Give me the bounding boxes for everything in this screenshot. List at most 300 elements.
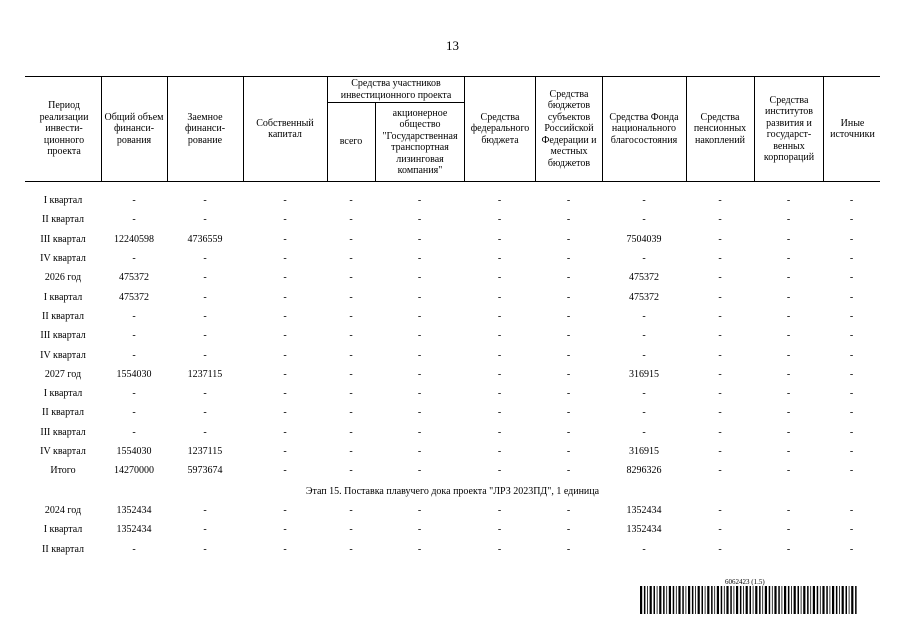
value-cell: -	[349, 505, 353, 517]
barcode-bar	[726, 586, 728, 614]
period-cell: II квартал	[42, 310, 84, 322]
value-cell: -	[718, 407, 722, 419]
barcode-bar	[686, 586, 687, 614]
value-cell: -	[566, 195, 571, 207]
value-cell: -	[283, 407, 287, 419]
barcode-bar	[698, 586, 700, 614]
value-cell: 7504039	[626, 233, 662, 245]
value-cell: 316915	[629, 446, 659, 458]
value-cell: -	[849, 446, 854, 458]
value-cell: 14270000	[114, 465, 154, 477]
value-cell: -	[566, 349, 571, 361]
header-loan: Заемное финанси-рование	[184, 111, 226, 146]
value-cell: -	[203, 426, 207, 438]
value-cell: -	[718, 253, 722, 265]
header-pension: Средства пенсионных накоплений	[693, 111, 747, 146]
value-cell: -	[497, 291, 502, 303]
value-cell: -	[283, 253, 287, 265]
barcode-bar	[663, 586, 665, 614]
value-cell: -	[417, 349, 422, 361]
barcode-bar	[702, 586, 704, 614]
value-cell: -	[417, 310, 422, 322]
table-row	[25, 288, 880, 307]
barcode-bar	[659, 586, 661, 614]
table-row	[25, 345, 880, 364]
value-cell: -	[497, 426, 502, 438]
value-cell: -	[349, 214, 353, 226]
value-cell: -	[283, 310, 287, 322]
table-row	[25, 249, 880, 268]
barcode-bar	[826, 586, 828, 614]
value-cell: -	[849, 543, 854, 555]
barcode-bar	[736, 586, 738, 614]
value-cell: 4736559	[187, 233, 223, 245]
barcode-bar	[798, 586, 800, 614]
barcode-bar	[759, 586, 761, 614]
value-cell: -	[642, 214, 646, 226]
value-cell: -	[786, 195, 791, 207]
value-cell: -	[786, 214, 791, 226]
barcode-bar	[724, 586, 725, 614]
value-cell: -	[786, 543, 791, 555]
value-cell: 8296326	[626, 465, 662, 477]
value-cell: -	[283, 233, 287, 245]
barcode-bar	[644, 586, 646, 614]
value-cell: -	[497, 195, 502, 207]
value-cell: -	[849, 214, 854, 226]
value-cell: -	[786, 388, 791, 400]
barcode-bar	[721, 586, 723, 614]
period-cell: 2026 год	[44, 272, 82, 284]
value-cell: -	[349, 446, 353, 458]
value-cell: -	[849, 465, 854, 477]
value-cell: -	[786, 368, 791, 380]
value-cell: -	[718, 446, 722, 458]
value-cell: -	[283, 446, 287, 458]
value-cell: -	[349, 543, 353, 555]
table-row	[25, 442, 880, 461]
barcode-bar	[678, 586, 680, 614]
period-cell: IV квартал	[40, 349, 86, 361]
value-cell: -	[203, 349, 207, 361]
col-divider	[167, 76, 168, 182]
value-cell: -	[349, 524, 353, 536]
value-cell: -	[417, 195, 422, 207]
value-cell: -	[849, 272, 854, 284]
value-cell: -	[849, 349, 854, 361]
barcode-bar	[784, 586, 786, 614]
value-cell: -	[349, 465, 353, 477]
value-cell: -	[497, 310, 502, 322]
value-cell: -	[417, 407, 422, 419]
value-cell: -	[132, 426, 136, 438]
barcode-bar	[650, 586, 652, 614]
period-cell: II квартал	[42, 543, 84, 555]
value-cell: 1237115	[187, 368, 223, 380]
value-cell: -	[718, 388, 722, 400]
value-cell: -	[203, 310, 207, 322]
barcode-bar	[830, 586, 831, 614]
value-cell: -	[283, 349, 287, 361]
col-divider	[535, 76, 536, 182]
period-cell: III квартал	[40, 426, 86, 438]
value-cell: -	[718, 543, 722, 555]
value-cell: -	[283, 524, 287, 536]
value-cell: -	[132, 388, 136, 400]
value-cell: -	[786, 524, 791, 536]
period-cell: IV квартал	[40, 446, 86, 458]
table-row	[25, 461, 880, 480]
barcode-bar	[842, 586, 844, 614]
value-cell: -	[566, 446, 571, 458]
value-cell: -	[718, 426, 722, 438]
value-cell: 475372	[119, 291, 149, 303]
value-cell: -	[566, 310, 571, 322]
col-divider	[823, 76, 824, 182]
value-cell: -	[566, 407, 571, 419]
header-equity: Собственный капитал	[256, 117, 314, 140]
barcode-bar	[762, 586, 763, 614]
barcode-bar	[750, 586, 752, 614]
value-cell: 475372	[629, 291, 659, 303]
value-cell: -	[718, 272, 722, 284]
value-cell: -	[417, 388, 422, 400]
value-cell: -	[786, 272, 791, 284]
table-row	[25, 520, 880, 539]
value-cell: -	[283, 426, 287, 438]
value-cell: -	[497, 505, 502, 517]
value-cell: -	[786, 446, 791, 458]
value-cell: -	[497, 407, 502, 419]
barcode-bar	[807, 586, 809, 614]
barcode-bar	[711, 586, 713, 614]
value-cell: -	[566, 388, 571, 400]
value-cell: -	[203, 195, 207, 207]
value-cell: -	[642, 407, 646, 419]
value-cell: -	[786, 407, 791, 419]
value-cell: -	[497, 368, 502, 380]
value-cell: -	[849, 310, 854, 322]
value-cell: -	[566, 368, 571, 380]
value-cell: -	[283, 214, 287, 226]
barcode-bar	[657, 586, 658, 614]
value-cell: -	[566, 233, 571, 245]
barcode-bar	[832, 586, 834, 614]
value-cell: -	[786, 426, 791, 438]
value-cell: -	[786, 330, 791, 342]
barcode-bar	[801, 586, 802, 614]
value-cell: 12240598	[114, 233, 154, 245]
period-cell: IV квартал	[40, 253, 86, 265]
value-cell: -	[786, 505, 791, 517]
value-cell: -	[132, 407, 136, 419]
barcode-bar	[640, 586, 642, 614]
barcode-bar	[846, 586, 848, 614]
header-other: Иные источники	[830, 117, 875, 140]
value-cell: -	[203, 330, 207, 342]
value-cell: 1352434	[116, 524, 152, 536]
col-divider	[602, 76, 603, 182]
value-cell: -	[417, 543, 422, 555]
header-dev-institutions: Средства институтов развития и государст-венных корпораций	[763, 94, 815, 163]
value-cell: -	[417, 214, 422, 226]
barcode-bar	[782, 586, 783, 614]
value-cell: -	[497, 330, 502, 342]
value-cell: -	[642, 426, 646, 438]
value-cell: -	[203, 388, 207, 400]
period-cell: I квартал	[43, 388, 83, 400]
value-cell: 1352434	[626, 524, 662, 536]
value-cell: -	[283, 388, 287, 400]
header-bottom-rule	[25, 181, 880, 182]
value-cell: -	[718, 233, 722, 245]
value-cell: -	[417, 426, 422, 438]
barcode-bar	[743, 586, 744, 614]
value-cell: -	[349, 253, 353, 265]
value-cell: -	[283, 291, 287, 303]
value-cell: -	[497, 388, 502, 400]
value-cell: -	[849, 330, 854, 342]
barcode-bar	[774, 586, 776, 614]
barcode-bar	[717, 586, 719, 614]
value-cell: -	[642, 388, 646, 400]
header-regional: Средства бюджетов субъектов Российской Федерации и местных бюджетов	[541, 88, 597, 169]
value-cell: -	[132, 330, 136, 342]
barcode-bar	[666, 586, 667, 614]
value-cell: -	[642, 349, 646, 361]
value-cell: -	[849, 253, 854, 265]
value-cell: -	[718, 505, 722, 517]
value-cell: -	[849, 505, 854, 517]
header-participants-group: Средства участников инвестиционного проекта	[340, 78, 452, 101]
value-cell: -	[417, 446, 422, 458]
value-cell: -	[349, 272, 353, 284]
barcode-bar	[707, 586, 709, 614]
value-cell: -	[566, 426, 571, 438]
value-cell: -	[349, 407, 353, 419]
barcode-bar	[851, 586, 853, 614]
value-cell: -	[203, 291, 207, 303]
value-cell: -	[786, 465, 791, 477]
value-cell: -	[849, 524, 854, 536]
value-cell: -	[132, 543, 136, 555]
barcode-bar	[769, 586, 771, 614]
barcode-bar	[755, 586, 757, 614]
barcode-bar	[734, 586, 735, 614]
barcode-bar	[753, 586, 754, 614]
barcode-bar	[791, 586, 792, 614]
table-row	[25, 210, 880, 229]
value-cell: -	[417, 505, 422, 517]
value-cell: -	[566, 291, 571, 303]
value-cell: -	[497, 446, 502, 458]
table-row	[25, 230, 880, 249]
value-cell: -	[566, 330, 571, 342]
period-cell: II квартал	[42, 214, 84, 226]
barcode-bar	[820, 586, 821, 614]
value-cell: -	[283, 272, 287, 284]
value-cell: -	[349, 195, 353, 207]
value-cell: -	[566, 505, 571, 517]
value-cell: -	[132, 253, 136, 265]
document-code: 6062423 (1.5)	[725, 578, 765, 586]
value-cell: -	[718, 291, 722, 303]
value-cell: -	[417, 291, 422, 303]
value-cell: 316915	[629, 368, 659, 380]
page-number: 13	[446, 38, 459, 53]
value-cell: -	[849, 426, 854, 438]
value-cell: 1554030	[116, 446, 152, 458]
value-cell: -	[566, 214, 571, 226]
barcode-bar	[855, 586, 857, 614]
value-cell: -	[203, 253, 207, 265]
header-participants-total: всего	[339, 136, 363, 148]
table-row	[25, 326, 880, 345]
barcode-bar	[692, 586, 694, 614]
col-divider	[754, 76, 755, 182]
value-cell: -	[349, 368, 353, 380]
table-row	[25, 501, 880, 520]
period-cell: II квартал	[42, 407, 84, 419]
value-cell: -	[349, 233, 353, 245]
header-total: Общий объем финанси-рования	[104, 111, 164, 146]
period-cell: III квартал	[40, 330, 86, 342]
period-cell: III квартал	[40, 233, 86, 245]
barcode-bar	[746, 586, 748, 614]
value-cell: -	[349, 310, 353, 322]
value-cell: -	[349, 330, 353, 342]
value-cell: -	[417, 524, 422, 536]
col-divider	[686, 76, 687, 182]
value-cell: -	[349, 291, 353, 303]
value-cell: -	[566, 465, 571, 477]
value-cell: -	[497, 253, 502, 265]
value-cell: -	[132, 310, 136, 322]
value-cell: -	[203, 407, 207, 419]
barcode-bar	[822, 586, 824, 614]
value-cell: -	[718, 310, 722, 322]
barcode-bar	[839, 586, 840, 614]
barcode-bar	[817, 586, 819, 614]
value-cell: -	[497, 543, 502, 555]
col-divider	[101, 76, 102, 182]
header-period: Период реализации инвести-ционного проекта	[39, 100, 89, 158]
value-cell: -	[718, 214, 722, 226]
barcode-bar	[803, 586, 805, 614]
value-cell: -	[566, 543, 571, 555]
value-cell: -	[417, 330, 422, 342]
table-row	[25, 403, 880, 422]
value-cell: -	[566, 272, 571, 284]
barcode-bar	[765, 586, 767, 614]
value-cell: 475372	[119, 272, 149, 284]
value-cell: -	[203, 214, 207, 226]
value-cell: -	[786, 253, 791, 265]
barcode-bar	[695, 586, 696, 614]
barcode-bar	[676, 586, 677, 614]
value-cell: -	[497, 524, 502, 536]
stage-title: Этап 15. Поставка плавучего дока проекта "ЛРЗ 2023ПД", 1 единица	[305, 486, 600, 497]
value-cell: 1352434	[626, 505, 662, 517]
period-cell: I квартал	[43, 195, 83, 207]
value-cell: -	[849, 233, 854, 245]
value-cell: -	[132, 214, 136, 226]
value-cell: -	[849, 388, 854, 400]
barcode-bar	[654, 586, 656, 614]
value-cell: -	[642, 330, 646, 342]
value-cell: 1554030	[116, 368, 152, 380]
value-cell: -	[642, 195, 646, 207]
value-cell: 475372	[629, 272, 659, 284]
barcode-bar	[730, 586, 732, 614]
table-row	[25, 307, 880, 326]
barcode-bar	[772, 586, 773, 614]
value-cell: -	[849, 407, 854, 419]
table-row	[25, 384, 880, 403]
value-cell: -	[718, 368, 722, 380]
value-cell: -	[786, 349, 791, 361]
table-row	[25, 268, 880, 287]
barcode-bar	[810, 586, 811, 614]
table-row	[25, 191, 880, 210]
barcode-bar	[647, 586, 648, 614]
barcode-bar	[673, 586, 675, 614]
value-cell: -	[203, 505, 207, 517]
value-cell: -	[132, 195, 136, 207]
value-cell: -	[132, 349, 136, 361]
header-federal: Средства федерального бюджета	[470, 111, 530, 146]
value-cell: -	[786, 233, 791, 245]
period-cell: I квартал	[43, 524, 83, 536]
value-cell: -	[566, 524, 571, 536]
header-participants-gtlk: акционерное общество "Государственная транспортная лизинговая компания"	[382, 107, 458, 176]
value-cell: -	[718, 465, 722, 477]
value-cell: -	[349, 388, 353, 400]
value-cell: -	[349, 426, 353, 438]
value-cell: -	[283, 465, 287, 477]
value-cell: -	[349, 349, 353, 361]
barcode-bar	[813, 586, 815, 614]
value-cell: -	[849, 291, 854, 303]
barcode-bar	[849, 586, 850, 614]
value-cell: -	[642, 310, 646, 322]
value-cell: -	[283, 505, 287, 517]
value-cell: 1237115	[187, 446, 223, 458]
value-cell: -	[203, 524, 207, 536]
value-cell: -	[283, 368, 287, 380]
barcode-bar	[740, 586, 742, 614]
value-cell: -	[497, 465, 502, 477]
value-cell: -	[786, 310, 791, 322]
value-cell: 5973674	[187, 465, 223, 477]
value-cell: -	[417, 253, 422, 265]
period-cell: Итого	[50, 465, 76, 477]
value-cell: -	[497, 272, 502, 284]
value-cell: -	[718, 524, 722, 536]
value-cell: -	[642, 253, 646, 265]
value-cell: -	[849, 195, 854, 207]
barcode-bar	[778, 586, 780, 614]
period-cell: 2024 год	[44, 505, 82, 517]
barcode-bar	[836, 586, 838, 614]
value-cell: -	[718, 330, 722, 342]
table-row	[25, 423, 880, 442]
value-cell: -	[786, 291, 791, 303]
value-cell: -	[283, 543, 287, 555]
col-divider	[243, 76, 244, 182]
value-cell: -	[417, 465, 422, 477]
value-cell: -	[497, 349, 502, 361]
